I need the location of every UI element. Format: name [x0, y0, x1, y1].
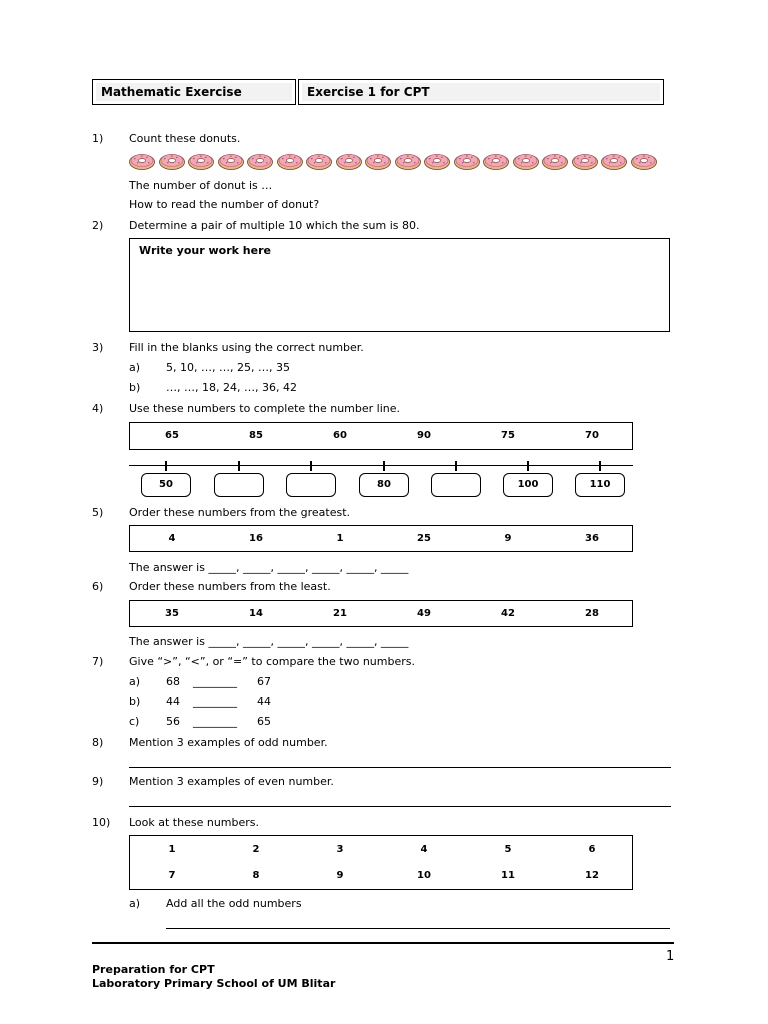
- q7-text: Give “>”, “<”, or “=” to compare the two numbers.: [129, 655, 415, 668]
- q7-item-left: 68: [166, 675, 180, 688]
- q1-number: 1): [92, 132, 104, 145]
- number-cell: 10: [417, 870, 431, 881]
- donut-icon: [277, 152, 303, 170]
- donut-icon: [601, 152, 627, 170]
- number-cell: 9: [504, 533, 512, 544]
- number-cell: 60: [333, 430, 347, 441]
- donut-icon: [513, 152, 539, 170]
- q2-number: 2): [92, 219, 104, 232]
- number-cell: 3: [336, 844, 344, 855]
- number-line-tick: [527, 461, 529, 471]
- q8-answer-line[interactable]: [129, 767, 671, 768]
- q9-answer-line[interactable]: [129, 806, 671, 807]
- number-line-box: 110: [575, 473, 625, 497]
- donut-icon: [336, 152, 362, 170]
- donut-icon: [483, 152, 509, 170]
- number-cell: 6: [588, 844, 596, 855]
- q3-b-label: b): [129, 381, 141, 394]
- header-left-box: [92, 79, 296, 105]
- number-cell: 12: [585, 870, 599, 881]
- number-cell: 2: [252, 844, 260, 855]
- number-cell: 14: [249, 608, 263, 619]
- q7-item-blank[interactable]: ________: [193, 675, 237, 688]
- q6-number: 6): [92, 580, 104, 593]
- q1-line1: The number of donut is …: [129, 179, 273, 192]
- number-cell: 9: [336, 870, 344, 881]
- number-cell: 25: [417, 533, 431, 544]
- q10-numbers-box: [129, 835, 633, 890]
- q9-number: 9): [92, 775, 104, 788]
- number-line-tick: [599, 461, 601, 471]
- number-cell: 4: [420, 844, 428, 855]
- number-cell: 8: [252, 870, 260, 881]
- number-cell: 16: [249, 533, 263, 544]
- number-line-box: 100: [503, 473, 553, 497]
- q7-item-left: 56: [166, 715, 180, 728]
- number-cell: 7: [168, 870, 176, 881]
- number-line-blank[interactable]: [214, 473, 264, 497]
- donut-icon: [424, 152, 450, 170]
- donut-icon: [129, 152, 155, 170]
- number-line-blank[interactable]: [286, 473, 336, 497]
- page-number: 1: [666, 949, 675, 964]
- number-cell: 70: [585, 430, 599, 441]
- number-cell: 49: [417, 608, 431, 619]
- q3-a-label: a): [129, 361, 141, 374]
- footer-line1: Preparation for CPT: [92, 963, 215, 976]
- q7-item-blank[interactable]: ________: [193, 715, 237, 728]
- q3-text: Fill in the blanks using the correct number.: [129, 341, 364, 354]
- number-cell: 5: [504, 844, 512, 855]
- number-cell: 21: [333, 608, 347, 619]
- q5-text: Order these numbers from the greatest.: [129, 506, 350, 519]
- number-line-tick: [238, 461, 240, 471]
- q6-text: Order these numbers from the least.: [129, 580, 331, 593]
- number-cell: 36: [585, 533, 599, 544]
- q10-text: Look at these numbers.: [129, 816, 260, 829]
- q7-item-right: 65: [257, 715, 271, 728]
- donut-icon: [572, 152, 598, 170]
- q3-number: 3): [92, 341, 104, 354]
- number-cell: 35: [165, 608, 179, 619]
- header-left-title: Mathematic Exercise: [101, 85, 242, 99]
- footer-line2: Laboratory Primary School of UM Blitar: [92, 977, 336, 990]
- number-cell: 28: [585, 608, 599, 619]
- number-line-box: 50: [141, 473, 191, 497]
- q7-item-label: b): [129, 695, 141, 708]
- q10-a-label: a): [129, 897, 141, 910]
- q10-a-text: Add all the odd numbers: [166, 897, 302, 910]
- number-line-blank[interactable]: [431, 473, 481, 497]
- q6-numbers-box: [129, 600, 633, 627]
- q1-text: Count these donuts.: [129, 132, 241, 145]
- donut-icon: [159, 152, 185, 170]
- q6-answer[interactable]: The answer is _____, _____, _____, _____, _____, _____: [129, 635, 409, 648]
- q10-number: 10): [92, 816, 111, 829]
- number-line-box: 80: [359, 473, 409, 497]
- q7-item-right: 67: [257, 675, 271, 688]
- q5-numbers-box: [129, 525, 633, 552]
- q7-item-blank[interactable]: ________: [193, 695, 237, 708]
- number-cell: 65: [165, 430, 179, 441]
- q1-line2: How to read the number of donut?: [129, 198, 320, 211]
- q3-b-text: …, …, 18, 24, …, 36, 42: [166, 381, 297, 394]
- number-line: [129, 465, 633, 466]
- q4-text: Use these numbers to complete the number line.: [129, 402, 400, 415]
- q9-text: Mention 3 examples of even number.: [129, 775, 334, 788]
- donut-icon: [454, 152, 480, 170]
- q8-number: 8): [92, 736, 104, 749]
- number-cell: 1: [336, 533, 344, 544]
- q7-item-label: a): [129, 675, 141, 688]
- q5-number: 5): [92, 506, 104, 519]
- header-right-box: [298, 79, 664, 105]
- number-cell: 90: [417, 430, 431, 441]
- q7-number: 7): [92, 655, 104, 668]
- number-line-tick: [165, 461, 167, 471]
- q10-answer-line[interactable]: [166, 928, 670, 929]
- q2-text: Determine a pair of multiple 10 which the sum is 80.: [129, 219, 420, 232]
- q3-a-text: 5, 10, …, …, 25, …, 35: [166, 361, 290, 374]
- q4-number: 4): [92, 402, 104, 415]
- number-cell: 75: [501, 430, 515, 441]
- q8-text: Mention 3 examples of odd number.: [129, 736, 328, 749]
- number-cell: 11: [501, 870, 515, 881]
- number-cell: 85: [249, 430, 263, 441]
- q7-item-left: 44: [166, 695, 180, 708]
- donut-icon: [395, 152, 421, 170]
- donut-icon: [542, 152, 568, 170]
- q4-numbers-box: [129, 422, 633, 450]
- q5-answer[interactable]: The answer is _____, _____, _____, _____, _____, _____: [129, 561, 409, 574]
- donut-icon: [218, 152, 244, 170]
- donut-icon: [365, 152, 391, 170]
- donut-icon: [631, 152, 657, 170]
- number-line-tick: [310, 461, 312, 471]
- header-right-title: Exercise 1 for CPT: [307, 85, 430, 99]
- work-area-label: Write your work here: [139, 244, 271, 257]
- work-area-box[interactable]: [129, 238, 670, 332]
- number-line-tick: [383, 461, 385, 471]
- number-line-tick: [455, 461, 457, 471]
- footer-rule: [92, 942, 674, 944]
- number-cell: 1: [168, 844, 176, 855]
- donut-icon: [306, 152, 332, 170]
- q7-item-label: c): [129, 715, 140, 728]
- donut-icon: [188, 152, 214, 170]
- q7-item-right: 44: [257, 695, 271, 708]
- number-cell: 4: [168, 533, 176, 544]
- number-cell: 42: [501, 608, 515, 619]
- donut-icon: [247, 152, 273, 170]
